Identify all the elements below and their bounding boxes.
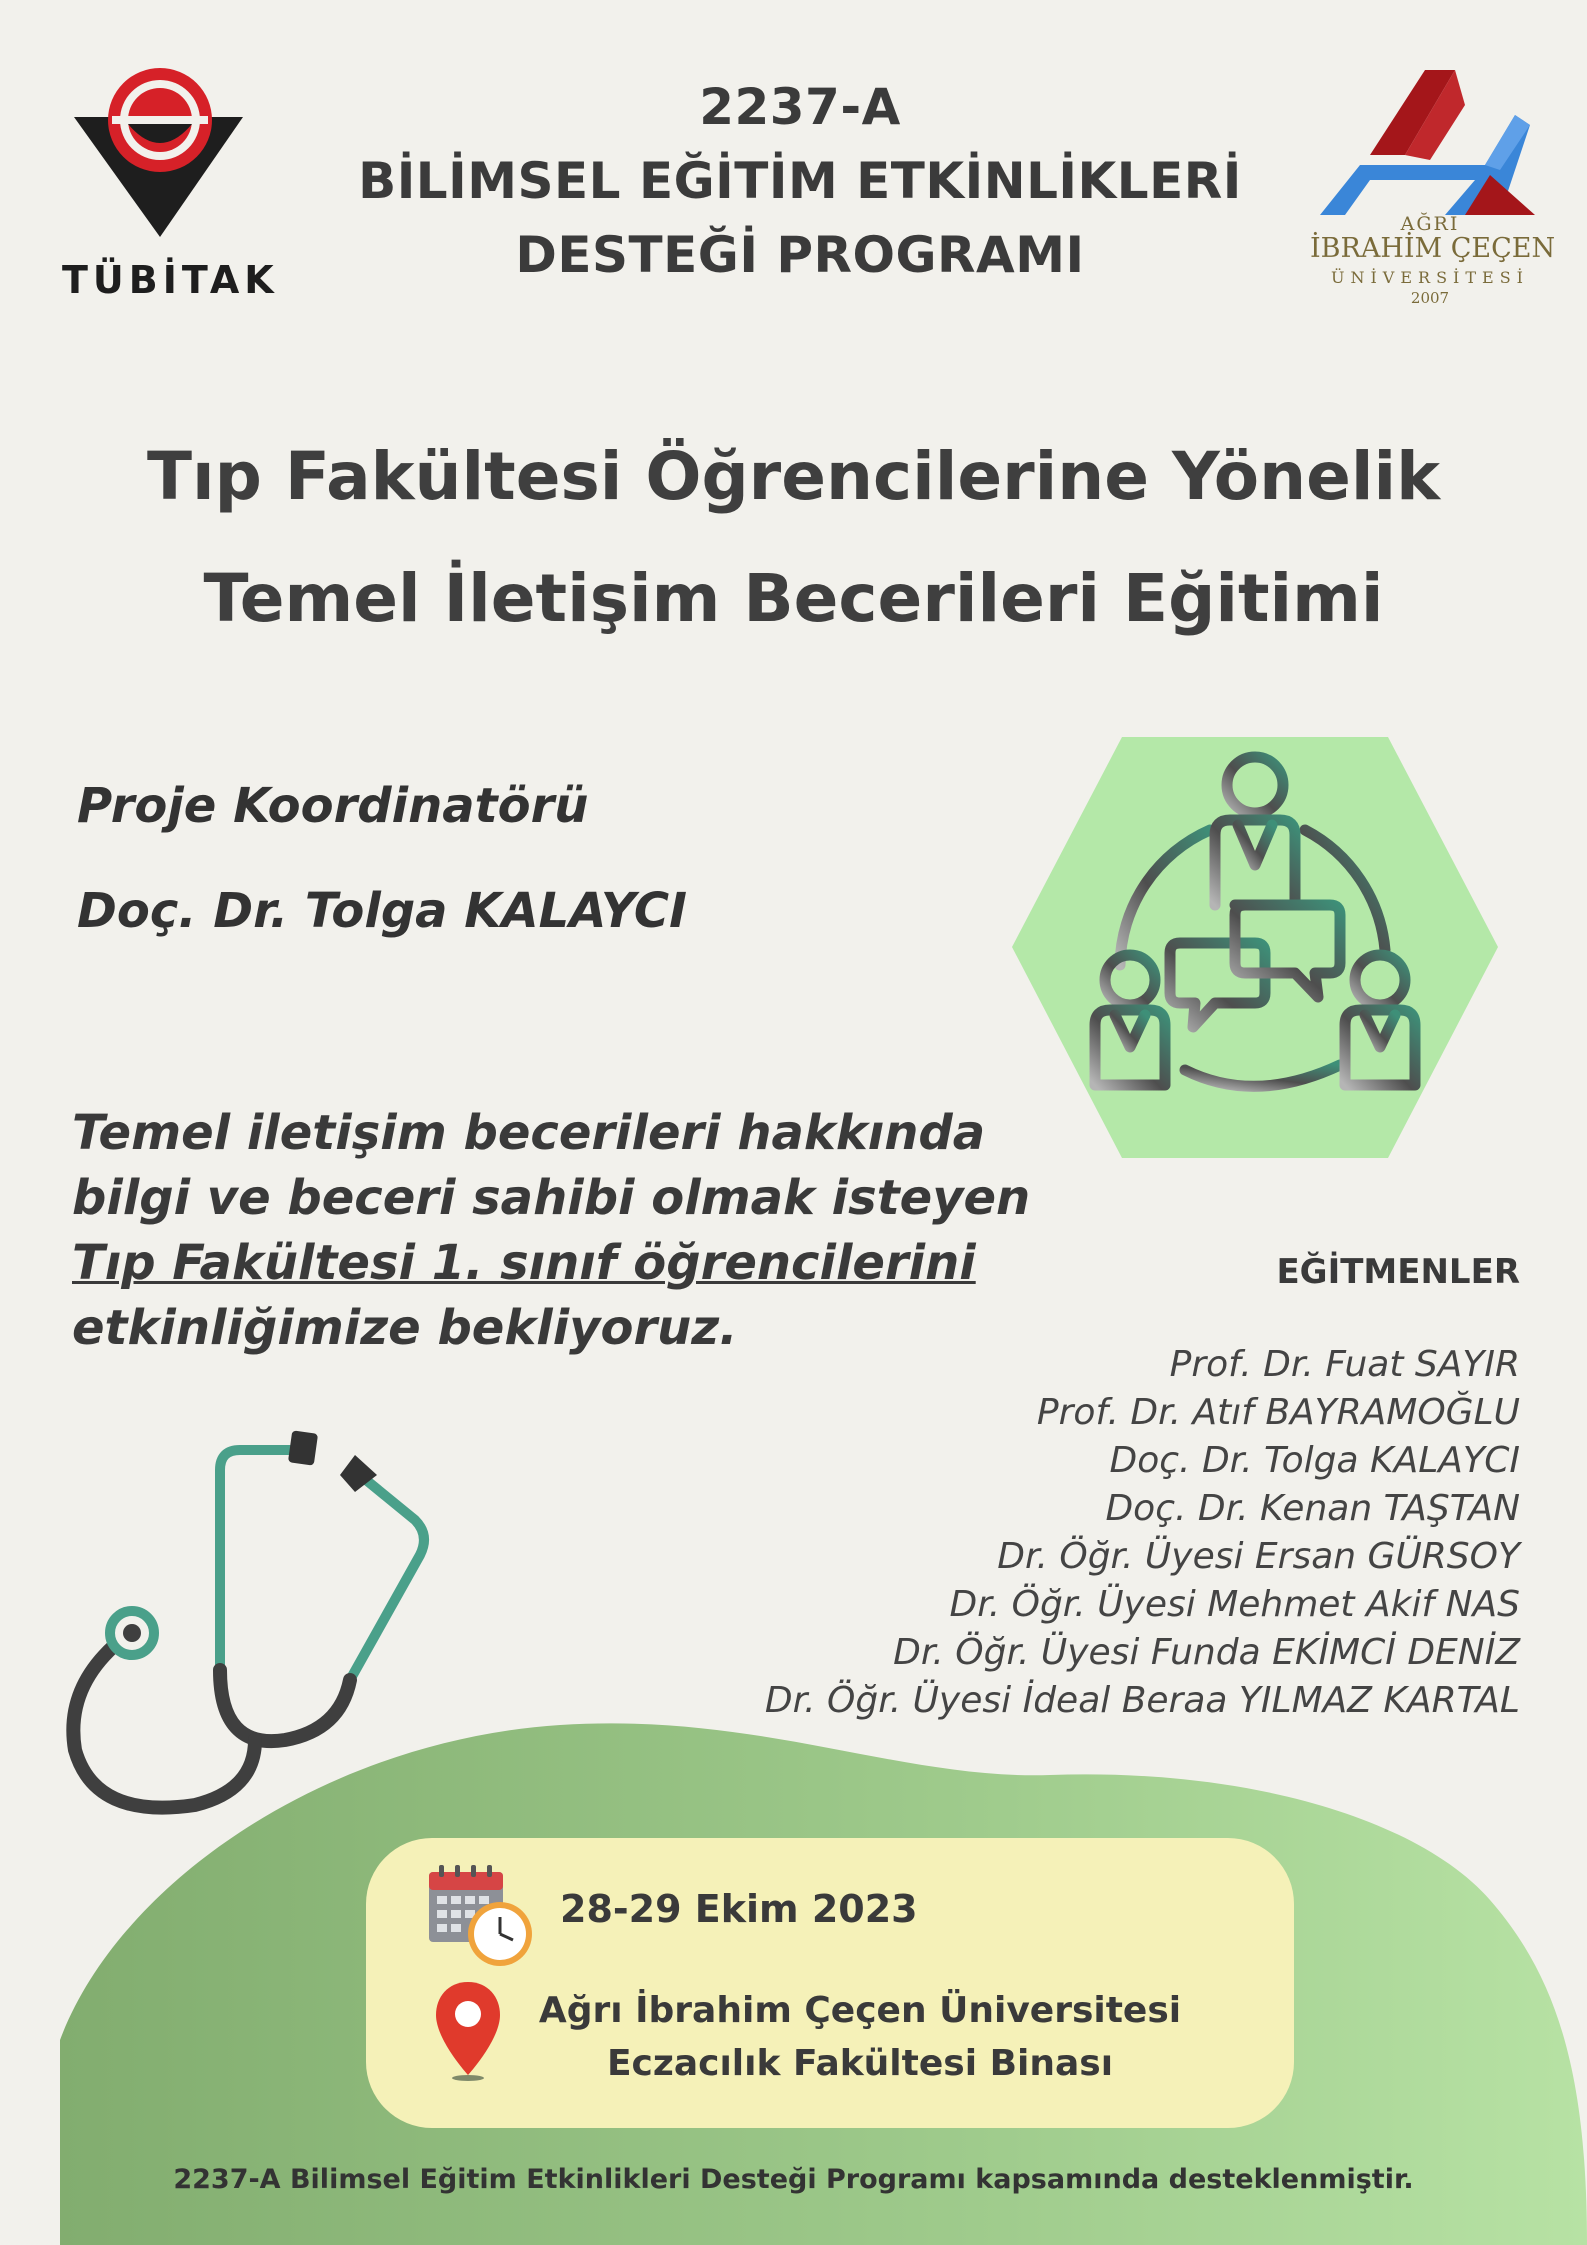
event-title-line2: Temel İletişim Becerileri Eğitimi: [203, 560, 1384, 637]
university-name-line2: İBRAHİM ÇEÇEN: [1310, 233, 1556, 264]
event-title-line1: Tıp Fakültesi Öğrencilerine Yönelik: [147, 438, 1440, 515]
coordinator-label: Proje Koordinatörü: [77, 778, 589, 834]
university-year: 2007: [1410, 289, 1450, 307]
invitation-line2: bilgi ve beceri sahibi olmak isteyen: [72, 1170, 1031, 1226]
footer-support-note: 2237-A Bilimsel Eğitim Etkinlikleri Desteği Programı kapsamında desteklenmiştir.: [173, 2164, 1414, 2195]
invitation-line3: Tıp Fakültesi 1. sınıf öğrencilerini: [72, 1235, 976, 1291]
program-code: 2237-A: [699, 78, 901, 136]
university-name-line3: ÜNİVERSİTESİ: [1331, 268, 1529, 287]
program-name-line1: BİLİMSEL EĞİTİM ETKİNLİKLERİ: [358, 152, 1242, 210]
calendar-clock-icon: [425, 1862, 537, 1970]
team-communication-icon: [1010, 735, 1500, 1160]
trainer-item: Doç. Dr. Tolga KALAYCI: [1109, 1440, 1520, 1481]
trainer-item: Prof. Dr. Fuat SAYIR: [1169, 1344, 1520, 1385]
stethoscope-icon: [55, 1420, 455, 1840]
university-logo: [1315, 65, 1540, 230]
tubitak-logo-text: TÜBİTAK: [62, 258, 279, 302]
invitation-line4: etkinliğimize bekliyoruz.: [72, 1300, 738, 1356]
coordinator-name: Doç. Dr. Tolga KALAYCI: [77, 883, 687, 939]
invitation-line1: Temel iletişim becerileri hakkında: [72, 1105, 986, 1161]
university-name-line1: AĞRI: [1400, 213, 1460, 235]
trainer-item: Dr. Öğr. Üyesi Funda EKİMCİ DENİZ: [893, 1632, 1520, 1673]
event-venue-line1: Ağrı İbrahim Çeçen Üniversitesi: [538, 1990, 1182, 2031]
trainer-item: Prof. Dr. Atıf BAYRAMOĞLU: [1036, 1392, 1520, 1433]
tubitak-logo: [68, 62, 253, 242]
trainer-item: Dr. Öğr. Üyesi Ersan GÜRSOY: [997, 1536, 1520, 1577]
event-date: 28-29 Ekim 2023: [560, 1887, 918, 1931]
trainer-item: Dr. Öğr. Üyesi Mehmet Akif NAS: [949, 1584, 1520, 1625]
event-venue-line2: Eczacılık Fakültesi Binası: [606, 2043, 1114, 2084]
location-pin-icon: [433, 1980, 503, 2082]
trainer-item: Dr. Öğr. Üyesi İdeal Beraa YILMAZ KARTAL: [764, 1680, 1520, 1721]
program-name-line2: DESTEĞİ PROGRAMI: [515, 226, 1085, 284]
trainer-item: Doç. Dr. Kenan TAŞTAN: [1105, 1488, 1520, 1529]
trainers-heading: EĞİTMENLER: [1276, 1252, 1520, 1292]
